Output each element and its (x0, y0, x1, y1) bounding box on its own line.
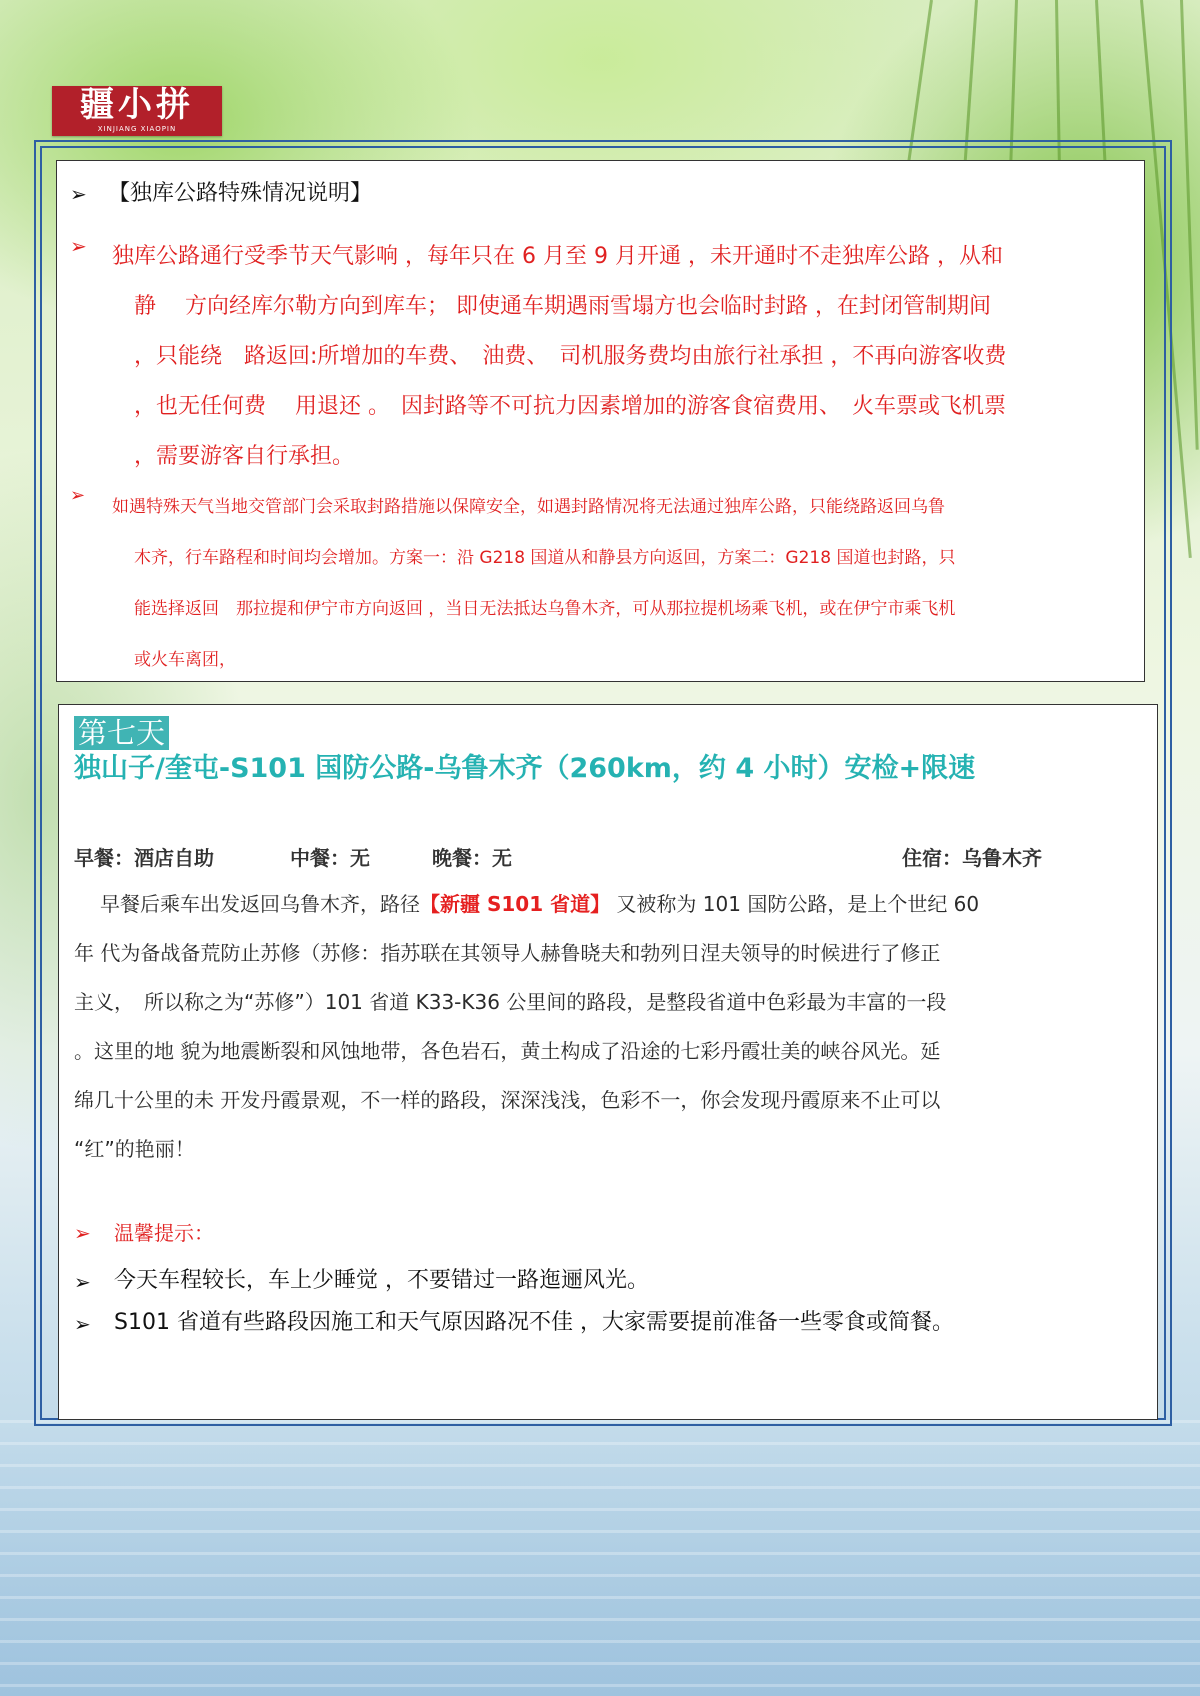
notice-paragraph-1 (112, 232, 1122, 482)
description-line: “红”的艳丽！ (74, 1137, 195, 1161)
notice-line: ，需要游客自行承担。 (134, 444, 355, 469)
description-text: 早餐后乘车出发返回乌鲁木齐，路径 (100, 892, 420, 916)
notice-line: 静 方向经库尔勒方向到库车； 即使通车期遇雨雪塌方也会临时封路 ，在封闭管制期间 (134, 294, 991, 319)
arrow-bullet-icon: ➢ (74, 1270, 91, 1294)
notice-title: 【独库公路特殊情况说明】 (108, 181, 373, 206)
logo-text-cn: 疆小拼 (80, 85, 194, 125)
tips-title: 温馨提示： (114, 1221, 214, 1245)
notice-line: 木齐，行车路程和时间均会增加。方案一：沿 G218 国道从和静县方向返回，方案二：G218 国道也封路，只 (134, 548, 956, 568)
arrow-bullet-icon: ➢ (70, 182, 87, 206)
notice-line: ，也无任何费 用退还 。 因封路等不可抗力因素增加的游客食宿费用、 火车票或飞机票 (134, 394, 1006, 419)
day-description (74, 880, 1134, 1174)
description-line: 主义， 所以称之为“苏修”）101 省道 K33-K36 公里间的路段，是整段省道中色彩最为丰富的一段 (74, 990, 947, 1014)
day-route-title: 独山子/奎屯-S101 国防公路-乌鲁木齐（260km，约 4 小时）安检+限速 (74, 753, 976, 784)
meal-breakfast: 早餐：酒店自助 (74, 846, 214, 870)
tip-item: S101 省道有些路段因施工和天气原因路况不佳 ，大家需要提前准备一些零食或简餐。 (114, 1310, 954, 1335)
arrow-bullet-icon: ➢ (74, 1221, 91, 1245)
day-badge: 第七天 (74, 716, 169, 750)
tip-item: 今天车程较长，车上少睡觉 ，不要错过一路迤逦风光。 (114, 1268, 649, 1293)
arrow-bullet-icon: ➢ (70, 234, 87, 258)
notice-line: 或火车离团， (134, 650, 236, 670)
arrow-bullet-icon: ➢ (74, 1312, 91, 1336)
description-line (74, 880, 1134, 929)
notice-line: 独库公路通行受季节天气影响 ，每年只在 6 月至 9 月开通 ，未开通时不走独库公路 ，从和 (112, 244, 1003, 269)
logo-text-en: XINJIANG XIAOPIN (97, 125, 177, 133)
description-text: 又被称为 101 国防公路，是上个世纪 60 (610, 892, 980, 916)
arrow-bullet-icon: ➢ (70, 485, 86, 506)
notice-line: 如遇特殊天气当地交管部门会采取封路措施以保障安全，如遇封路情况将无法通过独库公路，只能绕路返回乌鲁 (112, 497, 945, 517)
description-line: 年 代为备战备荒防止苏修（苏修：指苏联在其领导人赫鲁晓夫和勃列日涅夫领导的时候进行了修正 (74, 941, 941, 965)
meal-lunch: 中餐：无 (290, 846, 370, 870)
notice-line: 能选择返回 那拉提和伊宁市方向返回 ，当日无法抵达乌鲁木齐，可从那拉提机场乘飞机，或在伊宁市乘飞机 (134, 599, 956, 619)
description-line: 。这里的地 貌为地震断裂和风蚀地带，各色岩石，黄土构成了沿途的七彩丹霞壮美的峡谷风光。延 (74, 1039, 941, 1063)
meal-lodging: 住宿：乌鲁木齐 (902, 846, 1042, 870)
notice-paragraph-2 (112, 482, 1122, 686)
brand-logo (52, 86, 222, 136)
background-water (0, 1420, 1200, 1696)
notice-line: ，只能绕 路返回:所增加的车费、 油费、 司机服务费均由旅行社承担 ，不再向游客收费 (134, 344, 1007, 369)
description-line: 绵几十公里的未 开发丹霞景观，不一样的路段，深深浅浅，色彩不一，你会发现丹霞原来不止可以 (74, 1088, 941, 1112)
highlight-road-name: 【新疆 S101 省道】 (420, 892, 611, 916)
meal-dinner: 晚餐：无 (432, 846, 512, 870)
